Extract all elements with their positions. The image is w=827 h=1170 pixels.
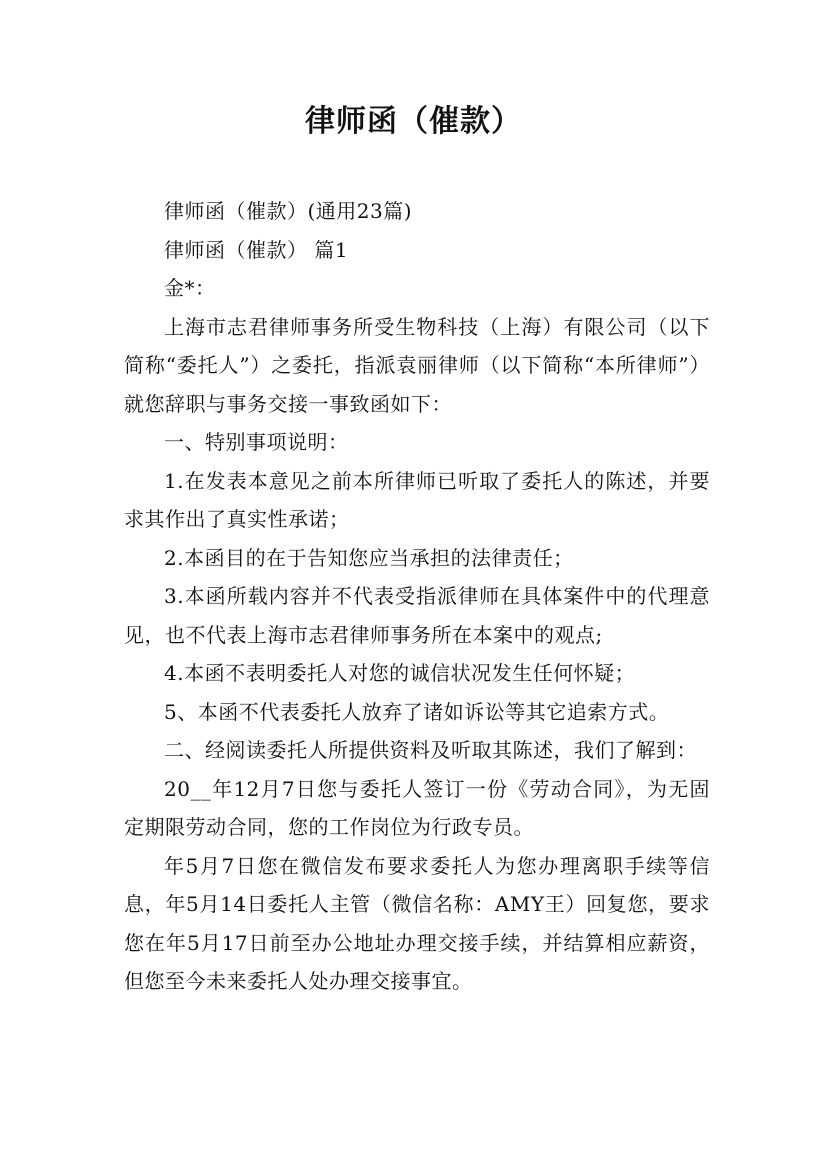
- note-item-5: 5、本函不代表委托人放弃了诸如诉讼等其它追索方式。: [164, 699, 670, 724]
- note-item-1: 1.在发表本意见之前本所律师已听取了委托人的陈述，并要求其作出了真实性承诺；: [124, 468, 710, 531]
- document-title: 律师函（催款）: [305, 104, 522, 139]
- intro-paragraph: 上海市志君律师事务所受生物科技（上海）有限公司（以下简称“委托人”）之委托，指派袁丽律师（以下简称“本所律师”）就您辞职与事务交接一事致函如下：: [124, 314, 710, 416]
- salutation-paragraph: 金*：: [164, 276, 216, 300]
- facts-paragraph-1: 20__年12月7日您与委托人签订一份《劳动合同》，为无固定期限劳动合同，您的工作岗位为行政专员。: [124, 776, 710, 839]
- facts-heading: 二、经阅读委托人所提供资料及听取其陈述，我们了解到：: [164, 738, 697, 762]
- note-item-4: 4.本函不表明委托人对您的诚信状况发生任何怀疑；: [164, 661, 636, 685]
- special-notes-heading: 一、特别事项说明：: [164, 430, 349, 454]
- subtitle-paragraph: 律师函（催款）(通用23篇): [164, 199, 413, 223]
- section-heading-paragraph: 律师函（催款） 篇1: [164, 237, 349, 262]
- note-item-2: 2.本函目的在于告知您应当承担的法律责任；: [164, 545, 574, 570]
- document-body: [124, 192, 710, 1001]
- note-item-3: 3.本函所载内容并不代表受指派律师在具体案件中的代理意见，也不代表上海市志君律师事务所在本案中的观点;: [124, 584, 710, 647]
- facts-paragraph-2: 年5月7日您在微信发布要求委托人为您办理离职手续等信息，年5月14日委托人主管（微信名称：AMY王）回复您，要求您在年5月17日前至办公地址办理交接手续，并结算相应薪资，但您至今未来委托人处办理交接事宜。: [124, 853, 710, 993]
